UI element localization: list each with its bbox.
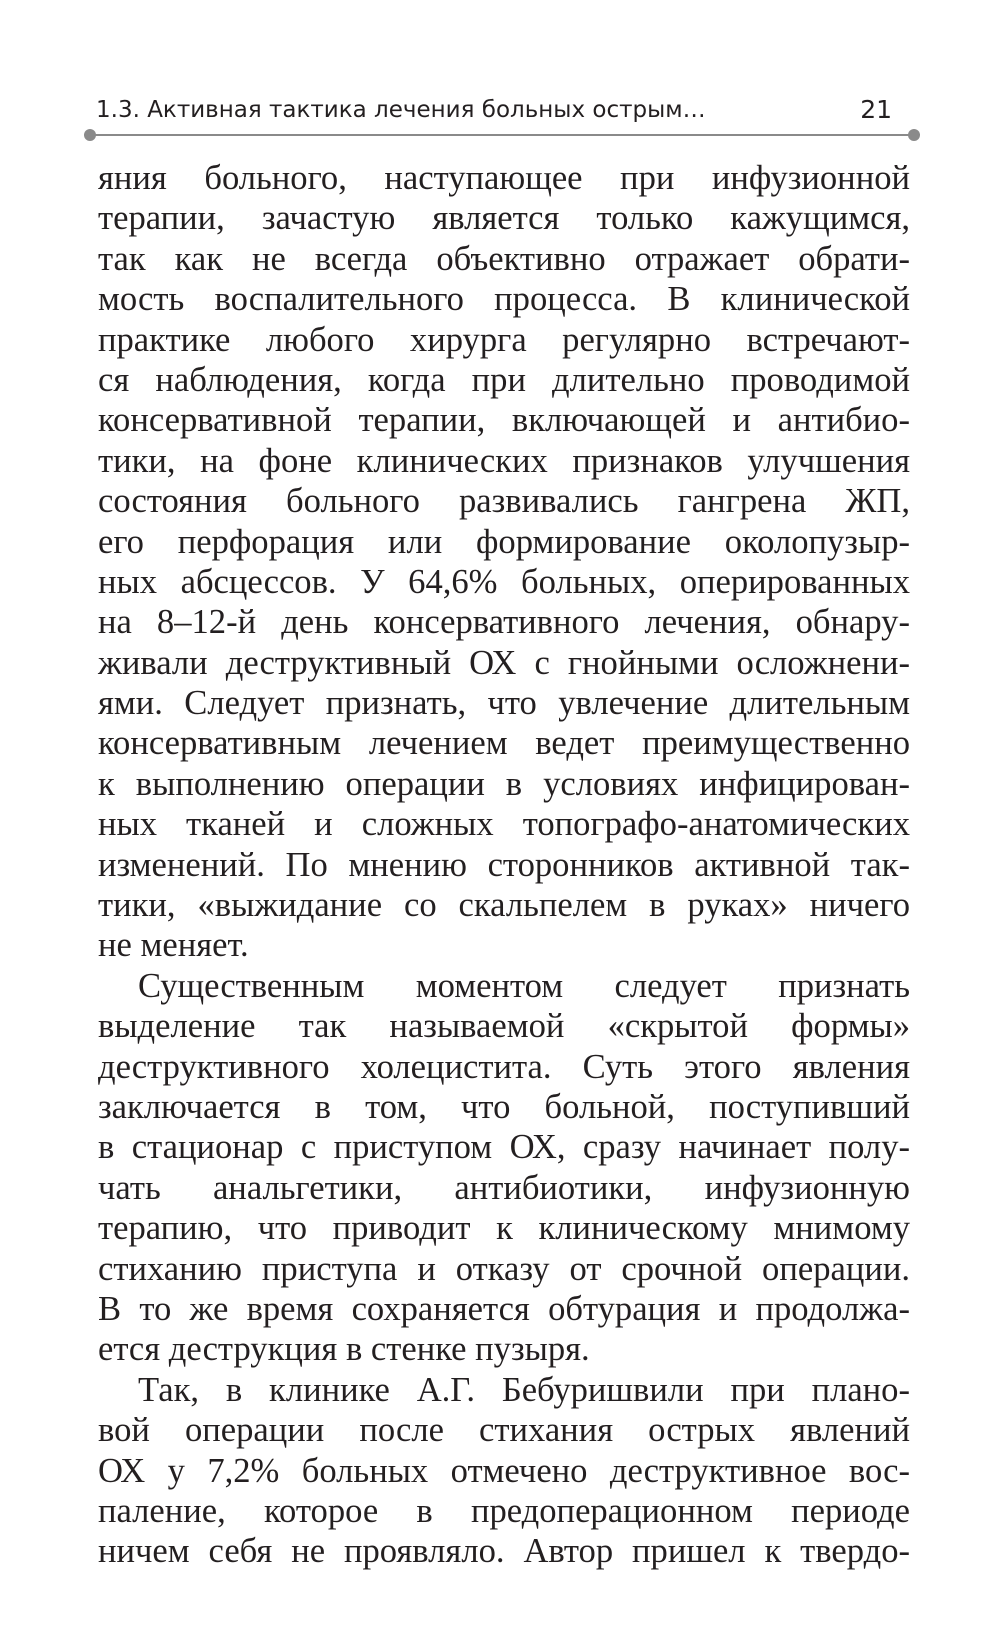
- text-line: ями. Следует признать, что увлечение длительным: [98, 684, 910, 723]
- header-rule-right-dot: [908, 129, 920, 141]
- text-line: чать анальгетики, антибиотики, инфузионную: [98, 1168, 910, 1207]
- text-line: практике любого хирурга регулярно встречают-: [98, 320, 910, 359]
- header-rule: [84, 128, 920, 142]
- text-line: ся наблюдения, когда при длительно проводимой: [98, 360, 910, 399]
- text-line: деструктивного холецистита. Суть этого явления: [98, 1047, 910, 1086]
- text-line: мость воспалительного процесса. В клинической: [98, 280, 910, 319]
- header-rule-line: [90, 134, 914, 136]
- text-line: в стационар с приступом ОХ, сразу начинает полу-: [98, 1128, 910, 1167]
- text-line: не меняет.: [98, 926, 249, 965]
- text-line: изменений. По мнению сторонников активной так-: [98, 845, 910, 884]
- text-line: его перфорация или формирование околопузыр-: [98, 522, 910, 561]
- text-line: стиханию приступа и отказу от срочной операции.: [98, 1249, 910, 1288]
- running-header: [96, 90, 906, 130]
- text-line: тики, на фоне клинических признаков улучшения: [98, 441, 910, 480]
- text-line: ных абсцессов. У 64,6% больных, оперированных: [98, 562, 910, 601]
- page-number: 21: [860, 95, 892, 124]
- text-line: консервативной терапии, включающей и антибио-: [98, 401, 910, 440]
- paragraph-1: [98, 158, 910, 966]
- text-line: к выполнению операции в условиях инфицирован-: [98, 764, 910, 803]
- text-line: живали деструктивный ОХ с гнойными осложнени-: [98, 643, 910, 682]
- text-line: терапию, что приводит к клиническому мнимому: [98, 1209, 910, 1248]
- text-line: Существенным моментом следует признать: [138, 966, 910, 1005]
- text-line: состояния больного развивались гангрена ЖП,: [98, 482, 910, 521]
- text-line: ничем себя не проявляло. Автор пришел к твердо-: [98, 1532, 910, 1571]
- text-line: терапии, зачастую является только кажущимся,: [98, 199, 910, 238]
- text-line: вой операции после стихания острых явлений: [98, 1411, 910, 1450]
- text-line: заключается в том, что больной, поступивший: [98, 1087, 910, 1126]
- chapter-title: 1.3. Активная тактика лечения больных острым…: [96, 97, 706, 123]
- text-line: ных тканей и сложных топографо-анатомических: [98, 805, 910, 844]
- text-line: ОХ у 7,2% больных отмечено деструктивное вос-: [98, 1451, 910, 1490]
- text-line: на 8–12-й день консервативного лечения, обнару-: [98, 603, 910, 642]
- text-line: яния больного, наступающее при инфузионной: [98, 159, 910, 197]
- text-line: Так, в клинике А.Г. Бебуришвили при плано-: [138, 1370, 910, 1409]
- text-line: выделение так называемой «скрытой формы»: [98, 1007, 910, 1046]
- text-line: В то же время сохраняется обтурация и продолжа-: [98, 1289, 910, 1328]
- header-rule-left-dot: [84, 129, 96, 141]
- text-line: консервативным лечением ведет преимущественно: [98, 724, 910, 763]
- text-line: тики, «выжидание со скальпелем в руках» ничего: [98, 886, 910, 925]
- paragraph-2: [98, 966, 910, 1370]
- text-line: ется деструкция в стенке пузыря.: [98, 1330, 590, 1369]
- text-line: так как не всегда объективно отражает обрати-: [98, 239, 910, 278]
- body-text: [98, 158, 910, 1572]
- text-line: паление, которое в предоперационном периоде: [98, 1491, 910, 1530]
- paragraph-3: [98, 1370, 910, 1572]
